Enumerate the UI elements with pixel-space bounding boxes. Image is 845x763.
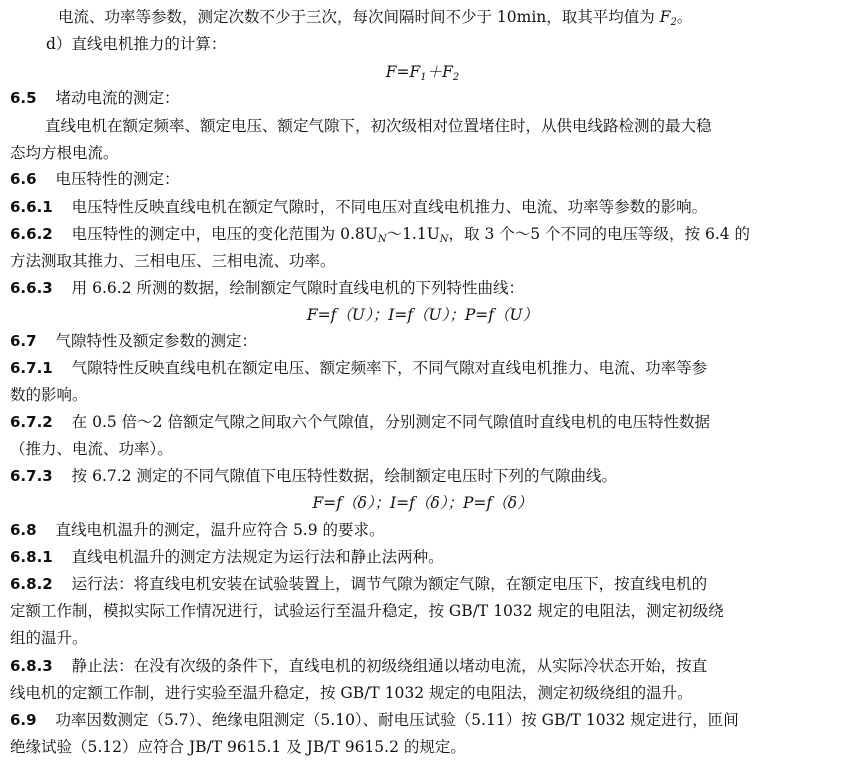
section-6-8-3: [10, 655, 707, 677]
formula-text: F=f（U）；I=f（U）；P=f（U）: [306, 306, 539, 324]
section-number: 6.7.3: [10, 467, 53, 485]
formula-gap-curves: [0, 492, 845, 514]
formula-voltage-curves: [0, 304, 845, 326]
paragraph-line: [10, 682, 693, 704]
paragraph-text: ～1.1U: [386, 225, 440, 243]
paragraph-text: 电压特性的测定中，电压的变化范围为 0.8U: [71, 225, 378, 243]
list-item-d: [46, 33, 226, 55]
paragraph-text: 直线电机温升的测定方法规定为运行法和静止法两种。: [71, 548, 444, 566]
section-number: 6.9: [10, 711, 37, 729]
section-6-6-2: [10, 223, 750, 251]
section-6-7-1: [10, 357, 707, 379]
paragraph-line: [10, 384, 88, 406]
section-number: 6.5: [10, 89, 37, 107]
formula-part: ＋F: [426, 63, 453, 81]
subscript: N: [439, 234, 449, 245]
section-heading: 电压特性的测定：: [55, 170, 180, 188]
paragraph-text: 电流、功率等参数，测定次数不少于三次，每次间隔时间不少于 10min，取其平均值为: [58, 8, 660, 26]
section-6-8: [10, 519, 385, 541]
subscript: 2: [670, 17, 677, 28]
section-number: 6.7.2: [10, 413, 53, 431]
section-number: 6.8.1: [10, 548, 53, 566]
section-6-6: [10, 168, 180, 190]
paragraph-line: [10, 736, 466, 758]
section-heading: 堵动电流的测定：: [55, 89, 180, 107]
paragraph-text: 静止法：在没有次级的条件下，直线电机的初级绕组通以堵动电流，从实际冷状态开始，按直: [71, 657, 708, 675]
variable: F: [659, 8, 671, 26]
section-heading: 直线电机温升的测定，温升应符合 5.9 的要求。: [55, 521, 385, 539]
subscript: 2: [452, 72, 460, 83]
paragraph-text: 定额工作制，模拟实际工作情况进行，试验运行至温升稳定，按 GB/T 1032 规定的电阻法，测定初级绕: [10, 602, 724, 620]
paragraph-text: 运行法：将直线电机安装在试验装置上，调节气隙为额定气隙，在额定电压下，按直线电机的: [71, 575, 708, 593]
section-6-7-2: [10, 411, 710, 433]
section-number: 6.8.3: [10, 657, 53, 675]
section-number: 6.6: [10, 170, 37, 188]
section-6-6-1: [10, 196, 707, 218]
formula-thrust: [0, 61, 845, 89]
paragraph-text: 直线电机在额定频率、额定电压、额定气隙下，初次级相对位置堵住时，从供电线路检测的最大稳: [45, 117, 712, 135]
paragraph-text: 气隙特性反映直线电机在额定电压、额定频率下，不同气隙对直线电机推力、电流、功率等参: [71, 359, 708, 377]
text-line: [58, 6, 692, 34]
section-6-6-3: [10, 277, 524, 299]
paragraph-line: [10, 142, 119, 164]
paragraph-line: [10, 600, 724, 622]
section-6-7: [10, 330, 257, 352]
section-6-7-3: [10, 465, 617, 487]
paragraph-text: 按 6.7.2 测定的不同气隙值下电压特性数据，绘制额定电压时下列的气隙曲线。: [71, 467, 617, 485]
section-number: 6.7: [10, 332, 37, 350]
paragraph-text: （推力、电流、功率）。: [10, 440, 173, 458]
section-6-8-1: [10, 546, 444, 568]
paragraph-line: [10, 250, 336, 272]
paragraph-line: [10, 438, 173, 460]
paragraph-line: [10, 627, 88, 649]
paragraph-text: ，取 3 个～5 个不同的电压等级，按 6.4 的: [448, 225, 751, 243]
paragraph-line: [45, 115, 712, 137]
section-number: 6.7.1: [10, 359, 53, 377]
paragraph-text: 组的温升。: [10, 629, 88, 647]
paragraph-text: 方法测取其推力、三相电压、三相电流、功率。: [10, 252, 336, 270]
subscript: 1: [420, 72, 427, 83]
section-6-9: [10, 709, 739, 731]
section-number: 6.6.3: [10, 279, 53, 297]
paragraph-text: 态均方根电流。: [10, 144, 119, 162]
list-item-text: d）直线电机推力的计算：: [46, 35, 227, 53]
paragraph-text: 电压特性反映直线电机在额定气隙时，不同电压对直线电机推力、电流、功率等参数的影响。: [71, 198, 708, 216]
section-number: 6.6.1: [10, 198, 53, 216]
section-6-8-2: [10, 573, 707, 595]
section-number: 6.8: [10, 521, 37, 539]
section-number: 6.6.2: [10, 225, 53, 243]
section-heading: 气隙特性及额定参数的测定：: [55, 332, 258, 350]
section-6-5: [10, 87, 180, 109]
formula-text: F=f（δ）；I=f（δ）；P=f（δ）: [312, 494, 533, 512]
paragraph-text: 功率因数测定（5.7）、绝缘电阻测定（5.10）、耐电压试验（5.11）按 GB/T 1032 规定进行，匝间: [55, 711, 739, 729]
punctuation: 。: [676, 8, 693, 26]
paragraph-text: 绝缘试验（5.12）应符合 JB/T 9615.1 及 JB/T 9615.2 的规定。: [10, 738, 466, 756]
paragraph-text: 用 6.6.2 所测的数据，绘制额定气隙时直线电机的下列特性曲线：: [71, 279, 524, 297]
paragraph-text: 线电机的定额工作制，进行实验至温升稳定，按 GB/T 1032 规定的电阻法，测定初级绕组的温升。: [10, 684, 693, 702]
paragraph-text: 数的影响。: [10, 386, 88, 404]
paragraph-text: 在 0.5 倍～2 倍额定气隙之间取六个气隙值，分别测定不同气隙值时直线电机的电压特性数据: [71, 413, 710, 431]
subscript: N: [377, 234, 387, 245]
formula-part: F=F: [385, 63, 421, 81]
section-number: 6.8.2: [10, 575, 53, 593]
